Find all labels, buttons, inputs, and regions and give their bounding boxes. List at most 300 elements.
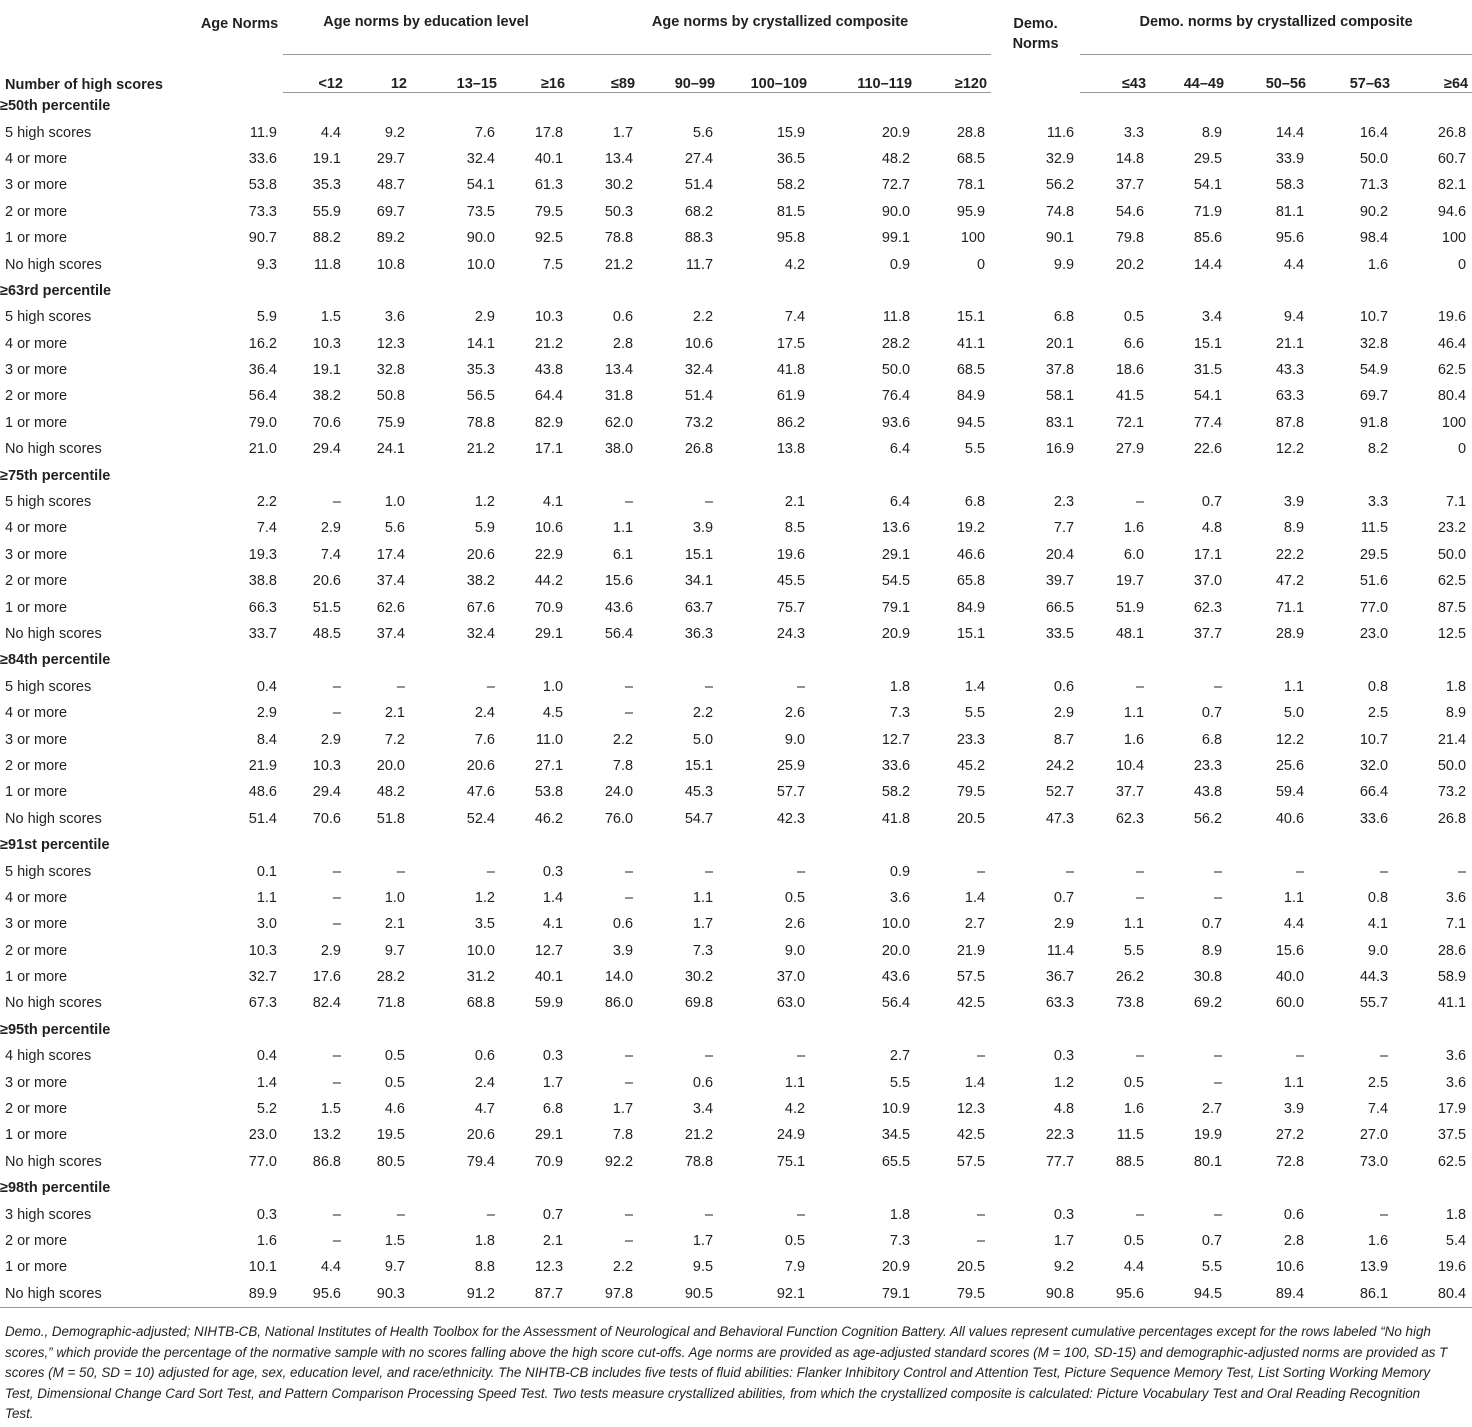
table-cell: 1.4	[964, 678, 986, 695]
table-row	[0, 806, 1472, 832]
table-cell: 8.8	[474, 1259, 495, 1276]
table-cell: 47.2	[1275, 573, 1305, 590]
table-cell: 13.8	[776, 441, 806, 458]
table-cell: –	[796, 1206, 806, 1223]
table-cell: 1.1	[1123, 916, 1145, 933]
table-cell: 0.7	[1201, 494, 1223, 511]
col-header-cryst-1: 90–99	[639, 55, 719, 93]
table-cell: 17.1	[1193, 546, 1223, 563]
table-cell: 67.3	[248, 995, 277, 1012]
col-header-demo-1: 44–49	[1150, 55, 1228, 93]
table-cell: 5.5	[964, 441, 986, 458]
table-cell: 0.7	[1053, 889, 1075, 906]
table-cell: 73.5	[466, 203, 495, 220]
table-cell: 1.4	[964, 1074, 986, 1091]
table-cell: 42.3	[776, 810, 806, 827]
table-cell: 48.6	[248, 784, 277, 801]
table-cell: –	[704, 863, 714, 880]
table-cell: 38.8	[248, 573, 277, 590]
col-header-demo-3: 57–63	[1310, 55, 1394, 93]
table-cell: –	[396, 863, 405, 880]
table-cell: 2.9	[320, 731, 341, 748]
row-label: No high scores	[5, 1153, 102, 1170]
table-cell: 10.8	[376, 256, 405, 273]
table-cell: 42.5	[956, 995, 986, 1012]
table-row	[0, 1228, 1472, 1254]
table-cell: 100	[1441, 414, 1467, 431]
table-cell: –	[704, 494, 714, 511]
table-cell: 24.3	[776, 626, 806, 642]
table-cell: 43.6	[881, 969, 911, 986]
table-cell: 82.1	[1437, 177, 1467, 194]
table-cell: 0.5	[1123, 1074, 1145, 1091]
table-cell: 5.5	[1123, 942, 1145, 959]
table-cell: 6.8	[1201, 731, 1223, 748]
table-cell: 0.6	[474, 1048, 495, 1065]
table-row	[0, 885, 1472, 911]
table-cell: 16.9	[1045, 441, 1075, 458]
table-cell: 72.1	[1115, 414, 1145, 431]
table-cell: 56.4	[604, 626, 634, 642]
table-cell: 28.2	[376, 969, 405, 986]
table-cell: 19.5	[376, 1127, 405, 1144]
table-cell: 20.6	[466, 757, 495, 774]
table-cell: 37.7	[1115, 784, 1145, 801]
table-cell: 79.0	[248, 414, 277, 431]
table-cell: 58.1	[1045, 388, 1075, 405]
table-cell: 34.5	[881, 1127, 911, 1144]
table-cell: 2.9	[1053, 916, 1075, 933]
table-cell: –	[704, 678, 714, 695]
table-cell: 72.8	[1275, 1153, 1305, 1170]
table-cell: 0.7	[1201, 705, 1223, 722]
table-cell: 23.0	[248, 1127, 277, 1144]
table-cell: 3.6	[384, 309, 405, 326]
table-cell: 12.5	[1437, 626, 1467, 642]
table-cell: 71.8	[376, 995, 405, 1012]
table-cell: 16.4	[1359, 124, 1389, 141]
table-cell: 21.2	[466, 441, 495, 458]
table-cell: 74.8	[1045, 203, 1075, 220]
table-cell: 10.3	[534, 309, 564, 326]
table-cell: 41.8	[776, 362, 806, 379]
table-cell: 7.4	[784, 309, 806, 326]
table-row	[0, 990, 1472, 1016]
table-cell: 48.2	[881, 150, 911, 167]
table-cell: 62.0	[604, 414, 634, 431]
table-cell: 50.0	[1437, 546, 1467, 563]
table-cell: 6.8	[1053, 309, 1075, 326]
table-cell: 2.4	[474, 1074, 495, 1091]
col-header-cryst-2: 100–109	[719, 55, 811, 93]
table-cell: –	[332, 678, 341, 695]
table-cell: 56.2	[1045, 177, 1075, 194]
table-cell: 50.8	[376, 388, 405, 405]
table-cell: 20.0	[881, 942, 911, 959]
table-cell: –	[396, 1206, 405, 1223]
table-cell: –	[624, 1232, 634, 1249]
table-cell: 0.3	[1053, 1206, 1075, 1223]
table-cell: 1.1	[1283, 1074, 1305, 1091]
table-cell: 9.2	[384, 124, 405, 141]
table-cell: 0.5	[384, 1074, 405, 1091]
table-cell: 73.8	[1115, 995, 1145, 1012]
table-cell: 3.6	[889, 889, 911, 906]
table-cell: 52.7	[1045, 784, 1075, 801]
table-cell: 1.2	[474, 494, 495, 511]
table-cell: 95.8	[776, 230, 806, 247]
table-cell: 37.4	[376, 626, 405, 642]
table-cell: 13.4	[604, 362, 634, 379]
table-cell: 81.5	[776, 203, 806, 220]
table-cell: 7.9	[784, 1259, 806, 1276]
table-cell: 27.9	[1115, 441, 1145, 458]
table-cell: 82.4	[312, 995, 341, 1012]
table-cell: 31.5	[1193, 362, 1223, 379]
table-cell: 10.0	[466, 256, 495, 273]
table-cell: 28.2	[881, 335, 911, 352]
table-cell: 50.3	[604, 203, 634, 220]
table-row	[0, 515, 1472, 541]
section-header-row	[0, 1175, 1472, 1201]
table-cell: 2.1	[384, 916, 405, 933]
table-cell: 3.9	[612, 942, 634, 959]
table-cell: 0.3	[256, 1206, 277, 1223]
table-cell: 0.9	[889, 256, 911, 273]
table-cell: 3.4	[692, 1101, 714, 1118]
table-cell: 7.3	[889, 1232, 911, 1249]
table-cell: 4.6	[384, 1101, 405, 1118]
table-cell: –	[1213, 863, 1223, 880]
row-label: 1 or more	[5, 230, 68, 247]
table-row	[0, 357, 1472, 383]
table-cell: 29.1	[534, 1127, 564, 1144]
table-cell: 46.4	[1437, 335, 1467, 352]
table-cell: 40.0	[1275, 969, 1305, 986]
section-title: ≥84th percentile	[0, 652, 111, 669]
table-row	[0, 1149, 1472, 1175]
table-cell: 0.3	[1053, 1048, 1075, 1065]
table-cell: 15.1	[956, 626, 986, 642]
table-cell: 73.0	[1359, 1153, 1389, 1170]
row-label: 4 or more	[5, 150, 68, 167]
row-label: 1 or more	[5, 599, 68, 616]
table-cell: 3.6	[1445, 1048, 1467, 1065]
table-cell: 79.8	[1115, 230, 1145, 247]
table-cell: 21.0	[248, 441, 277, 458]
table-cell: 27.1	[534, 757, 564, 774]
table-cell: 56.4	[248, 388, 277, 405]
table-cell: 20.9	[881, 1259, 911, 1276]
table-cell: 7.3	[889, 705, 911, 722]
table-cell: –	[1135, 1048, 1145, 1065]
table-cell: –	[486, 863, 495, 880]
table-cell: –	[976, 1206, 986, 1223]
table-cell: –	[1135, 678, 1145, 695]
table-cell: 19.6	[1437, 1259, 1467, 1276]
table-cell: 8.9	[1201, 942, 1223, 959]
table-cell: 90.5	[639, 1281, 719, 1308]
table-cell: –	[396, 678, 405, 695]
table-cell: 9.4	[1283, 309, 1305, 326]
table-cell: 56.2	[1193, 810, 1223, 827]
table-cell: 1.2	[474, 889, 495, 906]
table-cell: 94.5	[956, 414, 986, 431]
table-cell: 90.8	[991, 1281, 1080, 1308]
table-cell: 65.8	[956, 573, 986, 590]
table-cell: 13.4	[604, 150, 634, 167]
table-cell: 57.7	[776, 784, 806, 801]
table-cell: 66.5	[1045, 599, 1075, 616]
table-cell: 19.7	[1115, 573, 1145, 590]
table-cell: 40.6	[1275, 810, 1305, 827]
table-cell: 10.0	[881, 916, 911, 933]
table-cell: 27.0	[1359, 1127, 1389, 1144]
table-row	[0, 1122, 1472, 1148]
table-cell: 20.5	[956, 810, 986, 827]
table-cell: 2.8	[1283, 1232, 1305, 1249]
table-cell: 2.1	[384, 705, 405, 722]
table-cell: 93.6	[881, 414, 911, 431]
row-label: 2 or more	[5, 1101, 68, 1118]
table-cell: 10.7	[1359, 309, 1389, 326]
table-cell: 89.4	[1228, 1281, 1310, 1308]
table-cell: 79.1	[881, 599, 911, 616]
table-cell: –	[1379, 1048, 1389, 1065]
table-cell: 2.9	[474, 309, 495, 326]
table-cell: 26.8	[684, 441, 714, 458]
table-cell: 1.8	[889, 1206, 911, 1223]
table-cell: 10.3	[248, 942, 277, 959]
table-cell: 50.0	[1359, 150, 1389, 167]
col-header-edu-1: 12	[347, 55, 411, 93]
table-cell: 97.8	[569, 1281, 639, 1308]
table-cell: 22.2	[1275, 546, 1305, 563]
table-cell: 20.9	[881, 626, 911, 642]
table-cell: –	[1213, 1048, 1223, 1065]
col-header-edu-0: <12	[283, 55, 347, 93]
demo-norms-header: Demo. Norms	[1012, 16, 1059, 52]
table-cell: 3.0	[256, 916, 277, 933]
row-label: No high scores	[5, 995, 102, 1012]
table-cell: 2.6	[784, 916, 806, 933]
table-cell: 88.2	[312, 230, 341, 247]
table-cell: 0.7	[542, 1206, 564, 1223]
table-cell: 62.5	[1437, 573, 1467, 590]
table-cell: 19.9	[1193, 1127, 1223, 1144]
table-cell: 6.0	[1123, 546, 1145, 563]
table-cell: 50.0	[1437, 757, 1467, 774]
table-cell: 69.7	[376, 203, 405, 220]
table-cell: 4.4	[320, 124, 341, 141]
table-cell: –	[1458, 863, 1467, 880]
section-header-row	[0, 647, 1472, 673]
table-cell: 48.7	[376, 177, 405, 194]
table-cell: 63.7	[684, 599, 714, 616]
table-cell: 62.6	[376, 599, 405, 616]
table-cell: 40.1	[534, 969, 564, 986]
table-cell: 29.1	[881, 546, 911, 563]
table-cell: –	[624, 1074, 634, 1091]
table-cell: 64.4	[534, 388, 564, 405]
table-cell: 24.0	[604, 784, 634, 801]
table-cell: 17.6	[312, 969, 341, 986]
table-cell: 78.1	[956, 177, 986, 194]
table-cell: 77.7	[1045, 1153, 1075, 1170]
table-cell: 78.8	[466, 414, 495, 431]
table-cell: 86.1	[1310, 1281, 1394, 1308]
table-cell: 29.4	[312, 441, 341, 458]
table-cell: 25.9	[776, 757, 806, 774]
table-cell: 1.6	[1123, 1101, 1145, 1118]
table-cell: 99.1	[881, 230, 911, 247]
row-label: No high scores	[5, 256, 102, 273]
table-cell: –	[1135, 889, 1145, 906]
table-cell: 87.7	[501, 1281, 569, 1308]
table-cell: 8.9	[1283, 520, 1305, 537]
table-cell: 30.2	[604, 177, 634, 194]
table-cell: –	[1295, 1048, 1305, 1065]
row-label: 4 or more	[5, 335, 68, 352]
table-row	[0, 753, 1472, 779]
table-cell: 47.6	[466, 784, 495, 801]
table-cell: 61.9	[776, 388, 806, 405]
table-cell: 90.7	[248, 230, 277, 247]
table-cell: 1.8	[1445, 1206, 1467, 1223]
table-row	[0, 594, 1472, 620]
table-cell: 28.9	[1275, 626, 1305, 642]
table-cell: –	[1135, 1206, 1145, 1223]
table-row	[0, 858, 1472, 884]
table-cell: 37.5	[1437, 1127, 1467, 1144]
table-cell: 19.6	[776, 546, 806, 563]
table-cell: 70.9	[534, 599, 564, 616]
table-cell: 5.6	[384, 520, 405, 537]
row-label: 1 or more	[5, 1259, 68, 1276]
table-cell: 4.5	[542, 705, 564, 722]
table-cell: 1.8	[1445, 678, 1467, 695]
table-cell: 17.4	[376, 546, 405, 563]
table-cell: 2.9	[1053, 705, 1075, 722]
col-header-demo-0: ≤43	[1080, 55, 1150, 93]
table-cell: 86.0	[604, 995, 634, 1012]
table-cell: 2.9	[320, 942, 341, 959]
table-cell: 70.6	[312, 414, 341, 431]
table-cell: 0.5	[384, 1048, 405, 1065]
table-cell: 9.7	[384, 1259, 405, 1276]
table-cell: 32.4	[466, 626, 495, 642]
table-cell: 2.1	[784, 494, 806, 511]
table-cell: 38.0	[604, 441, 634, 458]
table-cell: 17.9	[1437, 1101, 1467, 1118]
table-cell: 3.9	[1283, 1101, 1305, 1118]
table-row	[0, 251, 1472, 277]
section-title: ≥98th percentile	[0, 1180, 111, 1197]
table-row	[0, 1069, 1472, 1095]
table-cell: 95.6	[283, 1281, 347, 1308]
table-cell: 26.2	[1115, 969, 1145, 986]
table-cell: 26.8	[1437, 810, 1467, 827]
table-cell: 70.6	[312, 810, 341, 827]
table-cell: 11.5	[1360, 520, 1389, 537]
table-row	[0, 726, 1472, 752]
table-cell: 33.6	[881, 757, 911, 774]
table-cell: 73.2	[1437, 784, 1467, 801]
row-label: 2 or more	[5, 203, 68, 220]
row-label: No high scores	[0, 1281, 196, 1308]
table-cell: 0	[1458, 256, 1467, 273]
table-cell: 20.1	[1045, 335, 1075, 352]
table-cell: –	[624, 863, 634, 880]
table-cell: 51.4	[684, 388, 714, 405]
table-cell: 39.7	[1045, 573, 1075, 590]
table-cell: 43.8	[534, 362, 564, 379]
table-row	[0, 938, 1472, 964]
table-cell: –	[976, 1232, 986, 1249]
table-cell: 44.2	[534, 573, 564, 590]
table-cell: 0.5	[784, 889, 806, 906]
table-cell: 2.1	[542, 1232, 564, 1249]
table-cell: 1.7	[542, 1074, 564, 1091]
row-label: 1 or more	[5, 414, 68, 431]
table-cell: 6.1	[612, 546, 634, 563]
table-cell: 100	[1441, 230, 1467, 247]
table-cell: 33.9	[1275, 150, 1305, 167]
table-cell: 90.2	[1359, 203, 1389, 220]
table-cell: –	[796, 678, 806, 695]
table-cell: 8.7	[1053, 731, 1075, 748]
table-cell: 51.4	[684, 177, 714, 194]
table-cell: 71.9	[1193, 203, 1223, 220]
table-cell: 11.0	[535, 731, 564, 748]
table-cell: 2.7	[889, 1048, 911, 1065]
table-row	[0, 304, 1472, 330]
table-header	[0, 0, 1472, 93]
table-cell: 30.2	[684, 969, 714, 986]
table-cell: –	[332, 1074, 341, 1091]
table-cell: 10.6	[534, 520, 564, 537]
section-title: ≥75th percentile	[0, 467, 111, 484]
table-row	[0, 964, 1472, 990]
table-cell: 30.8	[1193, 969, 1223, 986]
table-cell: 9.0	[784, 731, 806, 748]
table-cell: 1.7	[612, 124, 634, 141]
table-cell: 8.9	[1201, 124, 1223, 141]
table-cell: 79.5	[916, 1281, 991, 1308]
table-cell: 4.7	[474, 1101, 495, 1118]
table-cell: 51.9	[1115, 599, 1145, 616]
table-cell: 13.2	[312, 1127, 341, 1144]
table-cell: 1.0	[384, 494, 405, 511]
table-cell: 0	[1458, 441, 1467, 458]
table-cell: 9.7	[384, 942, 405, 959]
table-cell: 2.9	[256, 705, 277, 722]
table-cell: 15.9	[776, 124, 806, 141]
row-label: 2 or more	[5, 388, 68, 405]
table-cell: 1.6	[1123, 731, 1145, 748]
table-cell: 6.4	[889, 494, 911, 511]
table-cell: 79.4	[466, 1153, 495, 1170]
table-cell: 10.9	[881, 1101, 911, 1118]
table-cell: 16.2	[248, 335, 277, 352]
table-cell: 69.2	[1193, 995, 1223, 1012]
table-cell: 33.5	[1045, 626, 1075, 642]
table-cell: –	[332, 863, 341, 880]
table-cell: 78.8	[604, 230, 634, 247]
table-cell: 3.3	[1367, 494, 1389, 511]
table-cell: 77.0	[248, 1153, 277, 1170]
table-cell: 92.1	[719, 1281, 811, 1308]
